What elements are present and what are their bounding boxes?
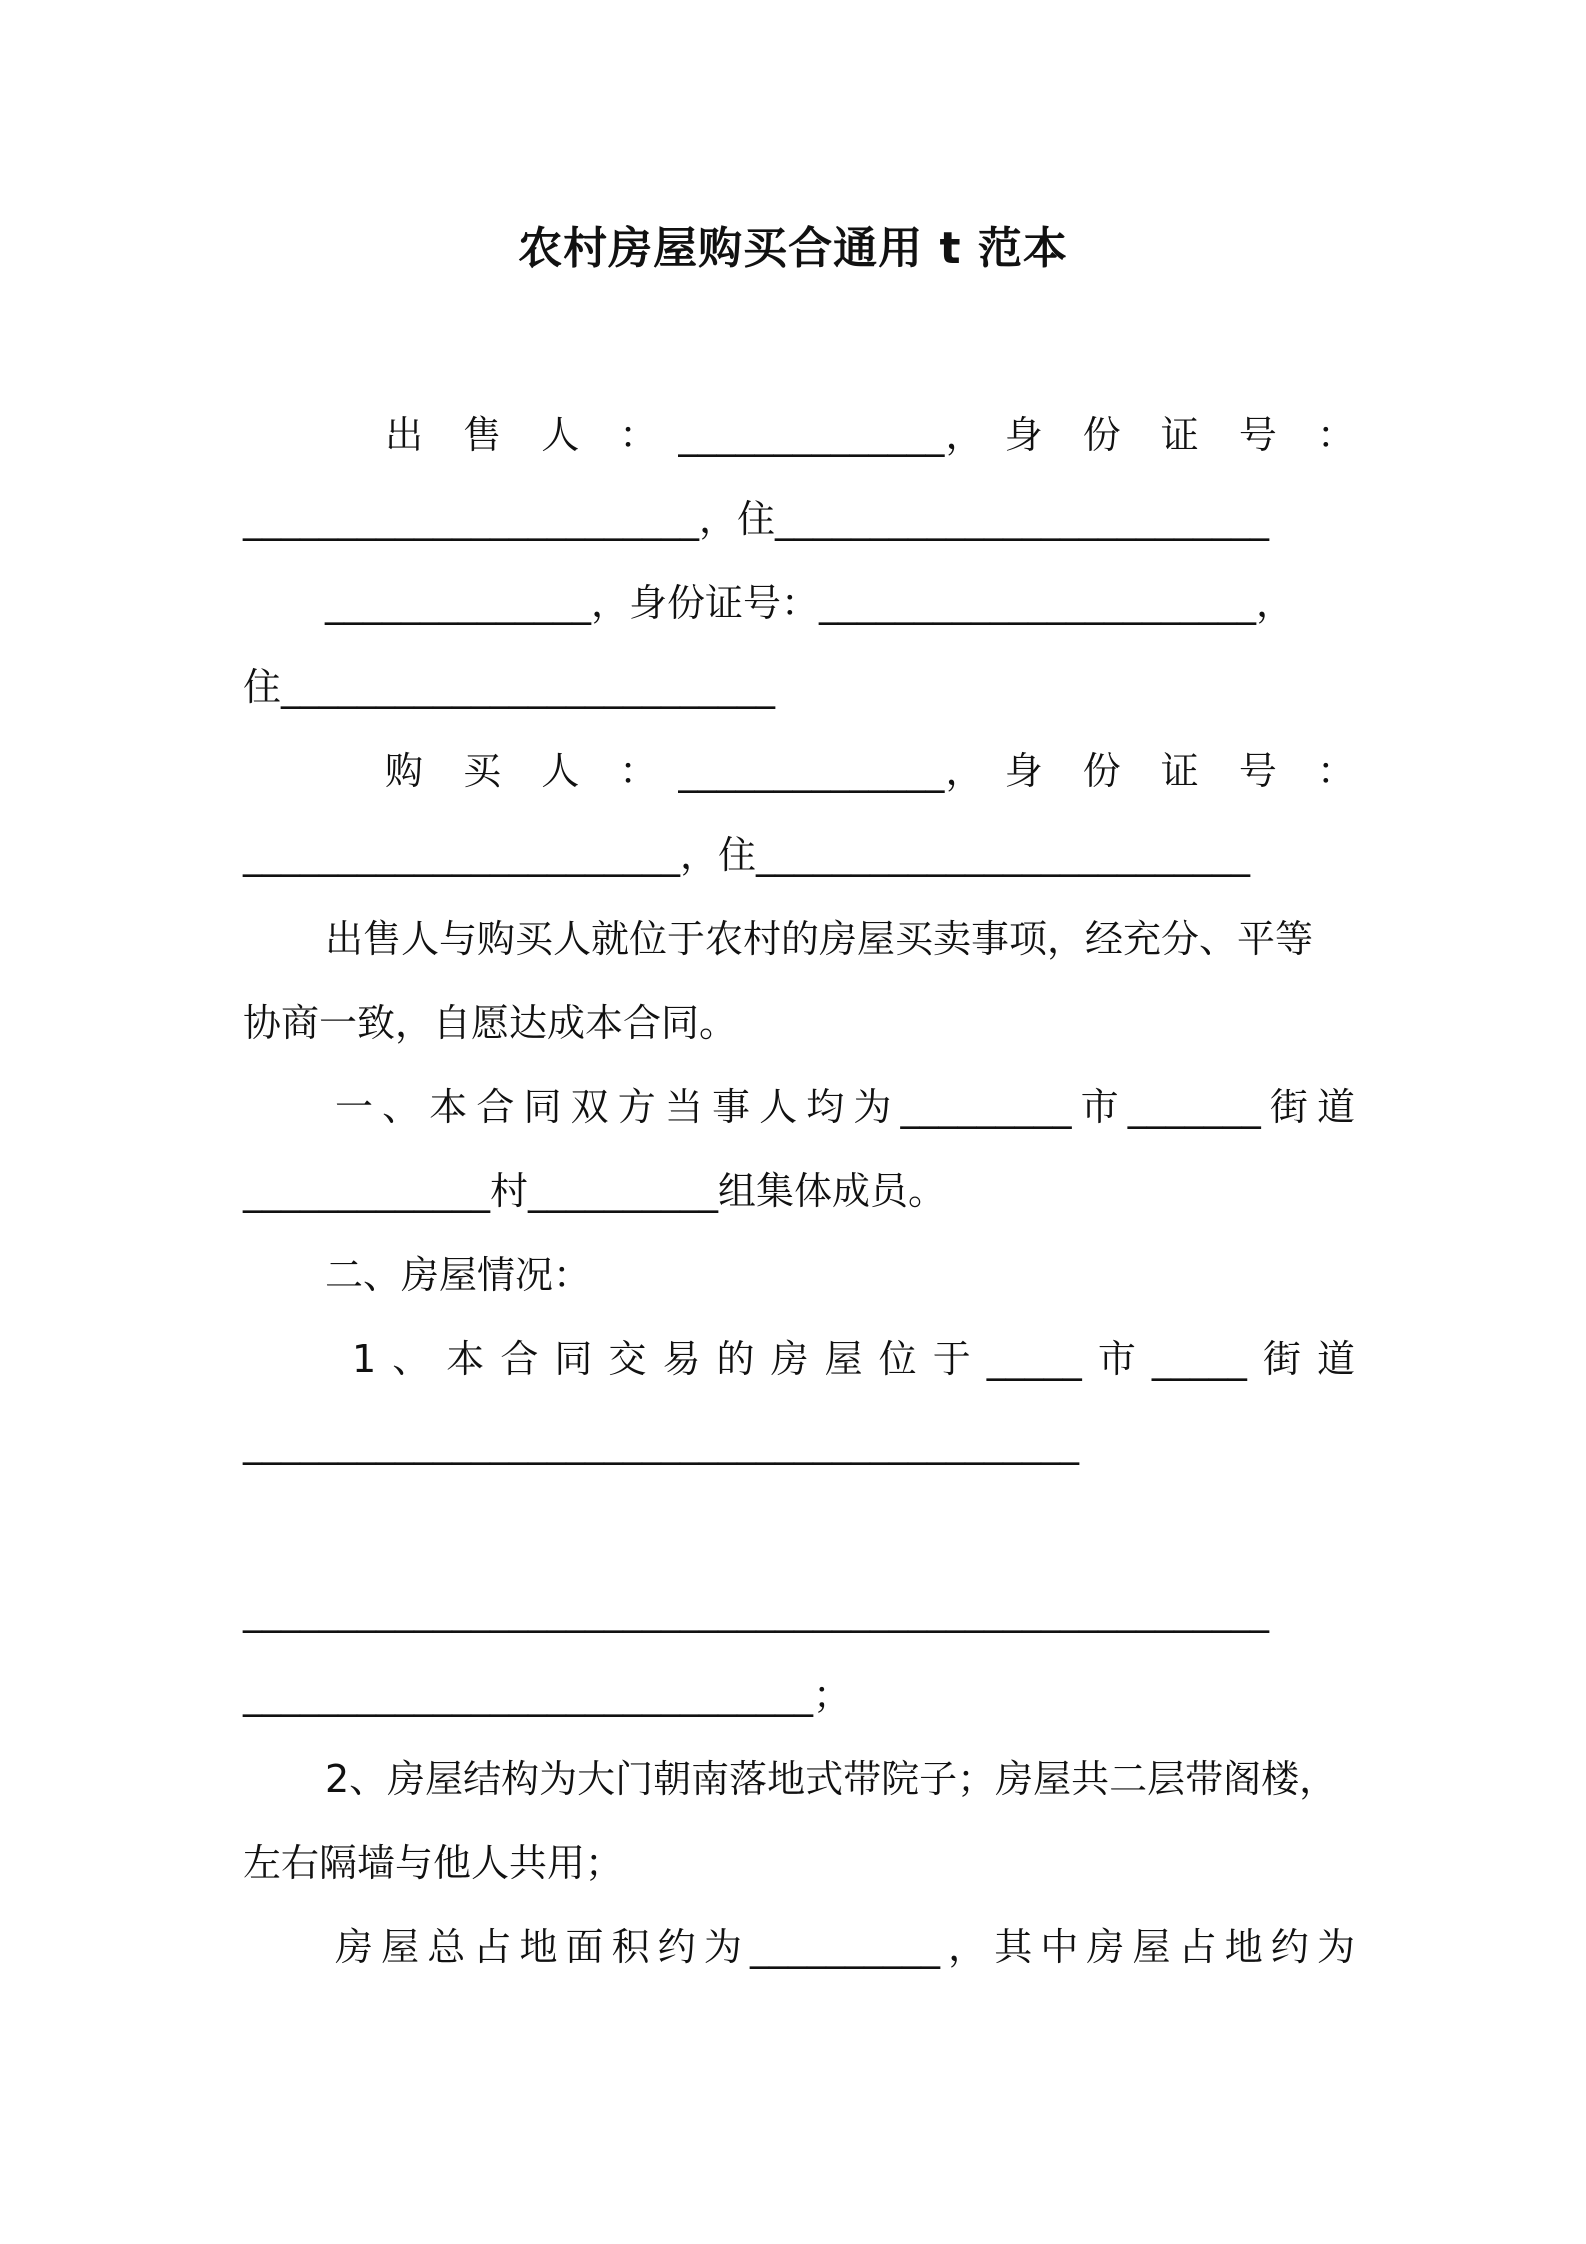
clause-1-line-2: _____________村__________组集体成员。 — [243, 1169, 947, 1213]
preamble-line-1: 出售人与购买人就位于农村的房屋买卖事项，经充分、平等 — [325, 917, 1314, 961]
buyer-id-address-line: _______________________，住__________________________ — [243, 833, 1251, 877]
seller-second-id-line: ______________，身份证号：_______________________， — [325, 581, 1295, 625]
house-location-line-4: ______________________________； — [243, 1673, 852, 1717]
seller-second-address-line: 住__________________________ — [243, 665, 776, 709]
document-title: 农村房屋购买合通用 t 范本 — [518, 223, 1068, 274]
house-area-line: 房屋总占地面积约为__________，其中房屋占地约为 — [335, 1925, 1355, 1969]
house-location-line-3: ______________________________________________________ — [243, 1589, 1269, 1633]
clause-2-heading: 二、房屋情况： — [325, 1253, 592, 1297]
house-location-line-1: 1、本合同交易的房屋位于_____市_____街道 — [352, 1337, 1355, 1381]
preamble-line-2: 协商一致，自愿达成本合同。 — [243, 1001, 738, 1045]
house-structure-line-1: 2、房屋结构为大门朝南落地式带院子；房屋共二层带阁楼， — [325, 1757, 1338, 1801]
house-structure-line-2: 左右隔墙与他人共用； — [243, 1841, 624, 1885]
buyer-line: 购 买 人 ： ______________， 身 份 证 号 ： — [385, 749, 1355, 793]
clause-1-line-1: 一、本合同双方当事人均为_________市_______街道 — [335, 1085, 1355, 1129]
seller-line: 出 售 人 ： ______________， 身 份 证 号 ： — [385, 413, 1355, 457]
seller-id-address-line: ________________________，住__________________________ — [243, 497, 1270, 541]
house-location-line-2: ____________________________________________ — [243, 1421, 1079, 1465]
